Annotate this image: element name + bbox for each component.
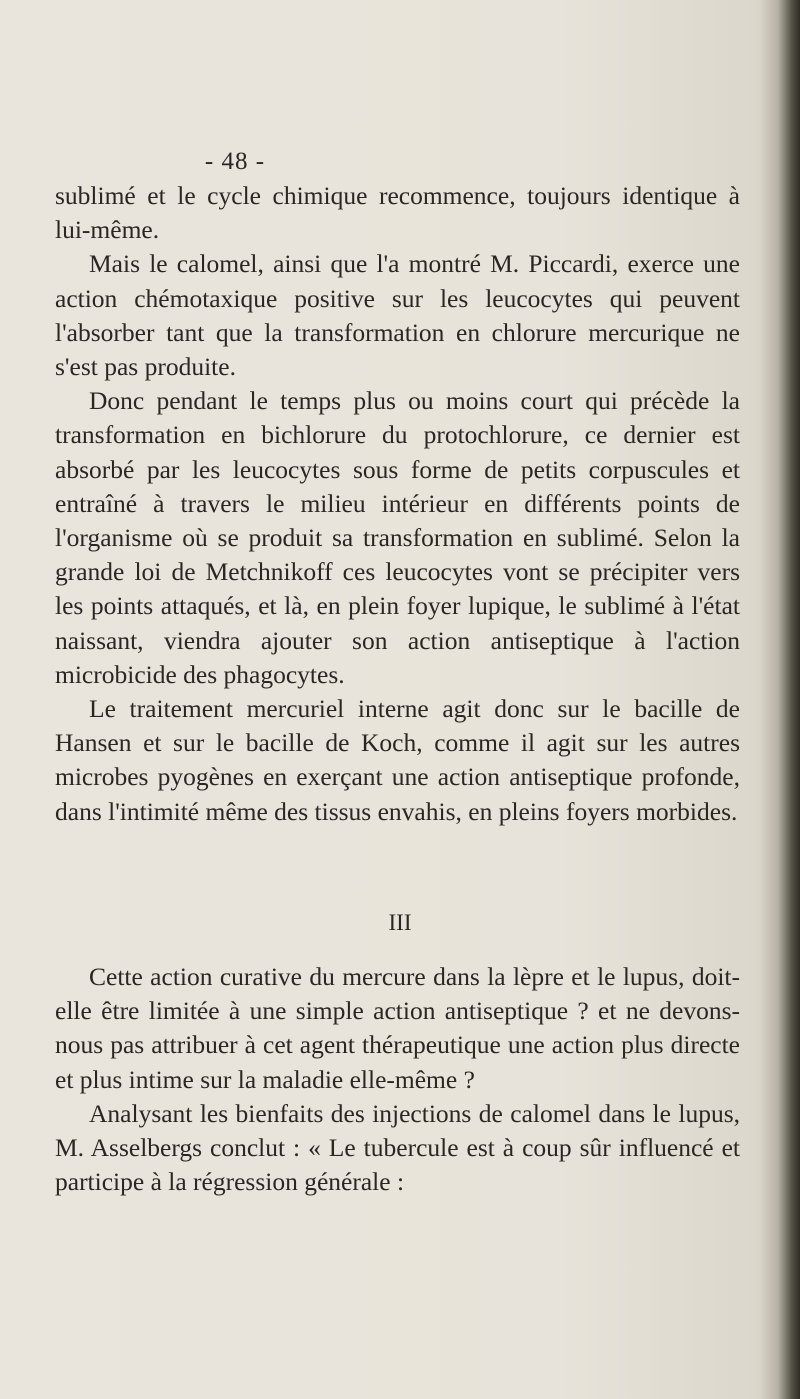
paragraph-calomel: Mais le calomel, ainsi que l'a montré M. Piccardi, exerce une action chémotaxique positive sur les leucocytes qui peuvent l'absorber tant que la transformation en chlorure mercurique ne s'est pas produite. [55, 249, 740, 382]
paragraph-action-curative: Cette action curative du mercure dans la lèpre et le lupus, doit-elle être limitée à une simple action antiseptique ? et ne devons-nous pas attribuer à cet agent thérapeutique une action plus directe et plus intime sur la maladie elle-même ? [55, 962, 740, 1094]
text-block-top [55, 179, 740, 829]
paragraph-continued: sublimé et le cycle chimique recommence, toujours identique à lui-même. [55, 181, 740, 245]
paragraph-transformation: Donc pendant le temps plus ou moins court qui précède la transformation en bichlorure du protochlorure, ce dernier est absorbé par les leucocytes sous forme de petits corpuscules et entraîné à travers le milieu intérieur en différents points de l'organisme où se produit sa transformation en sublimé. Selon la grande loi de Metchnikoff ces leucocytes vont se précipiter vers les points attaqués, et là, en plein foyer lupique, le sublimé à l'état naissant, viendra ajouter son action antiseptique à l'action microbicide des phagocytes. [55, 386, 740, 689]
page-binding-edge [760, 0, 800, 1399]
paragraph-asselbergs: Analysant les bienfaits des injections de calomel dans le lupus, M. Asselbergs conclut : « Le tubercule est à coup sûr influencé et participe à la régression générale : [55, 1098, 740, 1197]
paragraph-traitement: Le traitement mercuriel interne agit donc sur le bacille de Hansen et sur le bacille de Koch, comme il agit sur les autres microbes pyogènes en exerçant une action antiseptique profonde, dans l'intimité même des tissus envahis, en pleins foyers morbides. [55, 694, 740, 826]
page-number: - 48 - [204, 148, 266, 175]
text-block-bottom [55, 960, 740, 1199]
section-number: III [388, 910, 412, 935]
